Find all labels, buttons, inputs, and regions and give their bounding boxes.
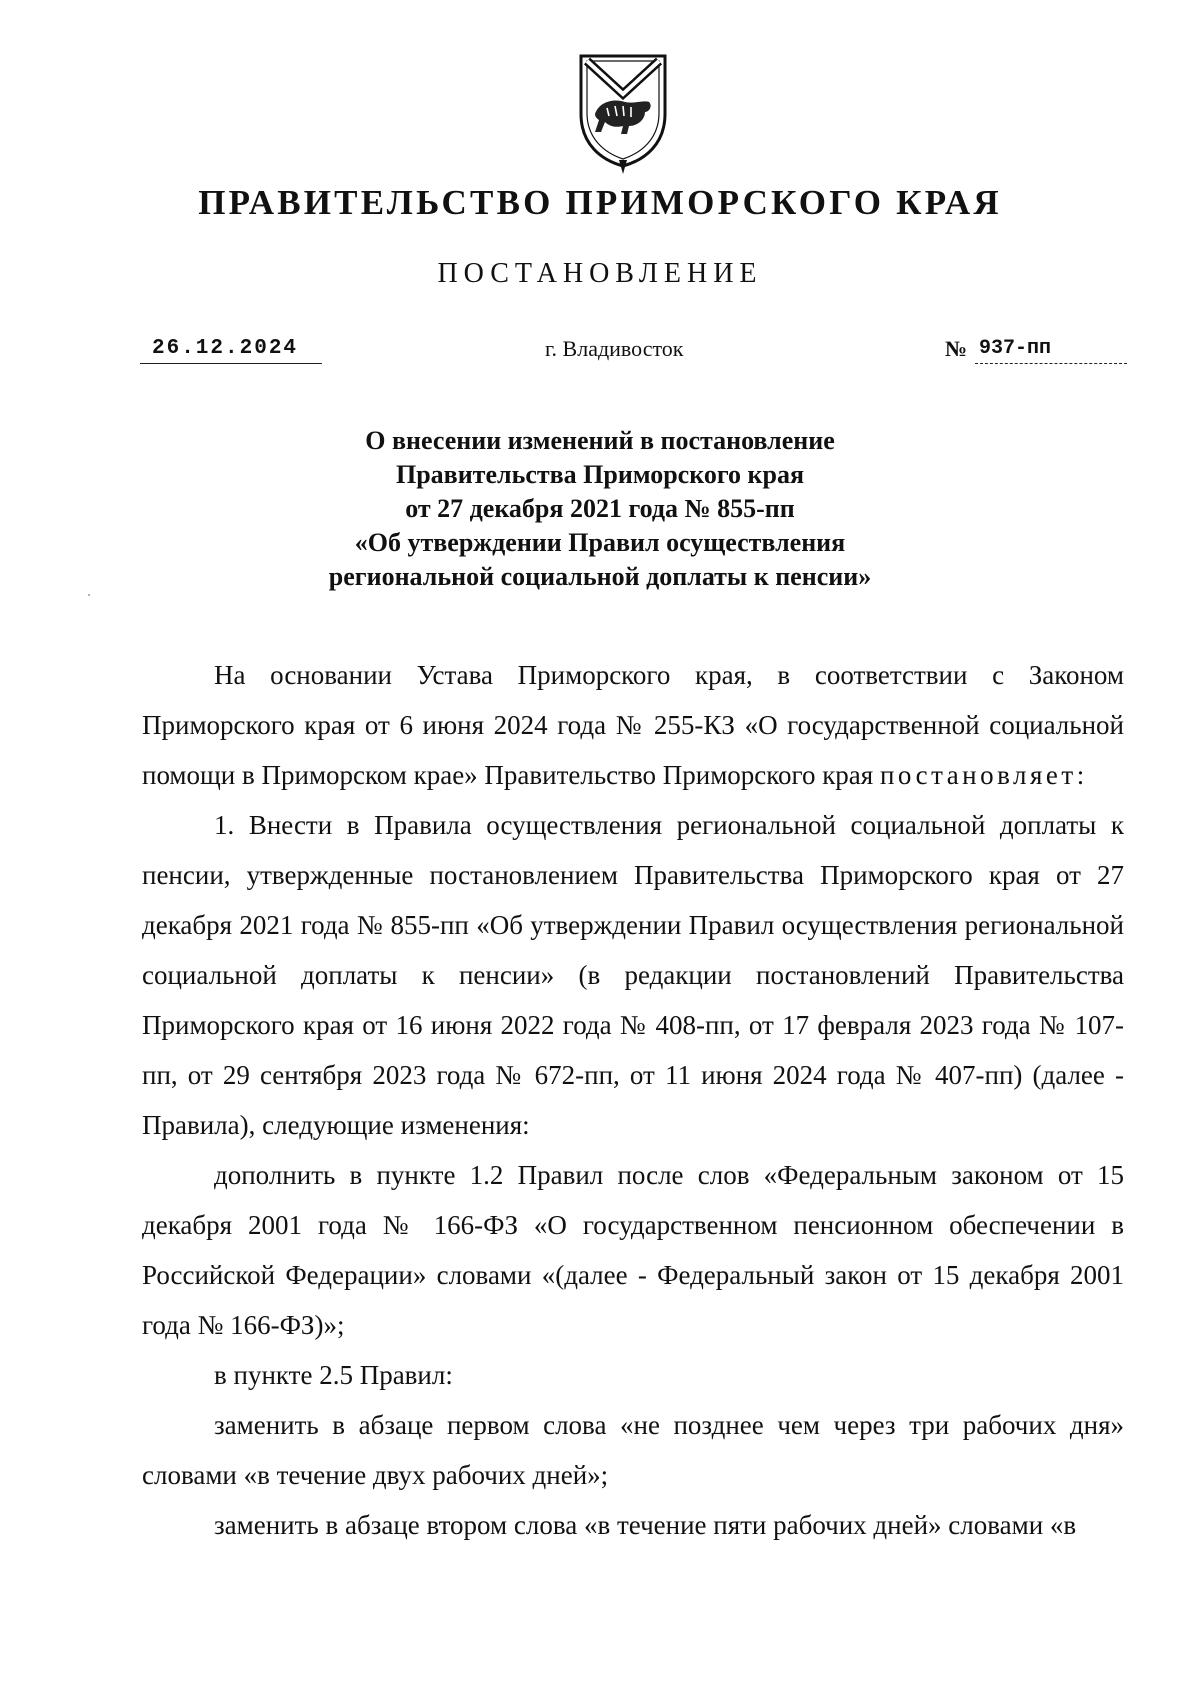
document-body bbox=[142, 650, 1124, 1550]
document-title bbox=[200, 424, 1000, 594]
document-number: 937-пп bbox=[975, 335, 1127, 364]
body-paragraph: заменить в абзаце втором слова «в течение пяти рабочих дней» словами «в bbox=[214, 1510, 1077, 1540]
title-line: региональной социальной доплаты к пенсии» bbox=[328, 562, 872, 591]
body-paragraph: 1. Внести в Правила осуществления региональной социальной доплаты к пенсии, утвержденные постановлением Правительства Приморского края от 27 декабря 2021 года № 855-пп «Об утверждении Правил осуществления региональной социальной доплаты к пенсии» (в редакции постановлений Правительства Приморского края от 16 июня 2022 года № 408-пп, от 17 февраля 2023 года № 107-пп, от 29 сентября 2023 года № 672-пп, от 11 июня 2024 года № 407-пп) (далее - Правила), следующие изменения: bbox=[142, 810, 1124, 1140]
document-meta bbox=[0, 335, 1200, 375]
body-paragraph: дополнить в пункте 1.2 Правил после слов «Федеральным законом от 15 декабря 2001 года № 166-ФЗ «О государственном пенсионном обеспечении в Российской Федерации» словами «(далее - Федеральный закон от 15 декабря 2001 года № 166-ФЗ)»; bbox=[142, 1160, 1124, 1340]
scan-speck bbox=[88, 594, 90, 596]
body-paragraph: в пункте 2.5 Правил: bbox=[214, 1360, 453, 1390]
title-line: от 27 декабря 2021 года № 855-пп bbox=[405, 494, 795, 523]
title-line: «Об утверждении Правил осуществления bbox=[354, 528, 846, 557]
organization-name: ПРАВИТЕЛЬСТВО ПРИМОРСКОГО КРАЯ bbox=[198, 183, 1002, 222]
preamble-text: На основании Устава Приморского края, в соответствии с Законом Приморского края от 6 июня 2024 года № 255-КЗ «О государственной социальной помощи в Приморском крае» Правительство Приморского края bbox=[142, 660, 1124, 790]
number-sign: № bbox=[945, 336, 968, 361]
document-type: ПОСТАНОВЛЕНИЕ bbox=[437, 258, 763, 289]
preamble-paragraph bbox=[142, 650, 1124, 800]
body-paragraph: заменить в абзаце первом слова «не позднее чем через три рабочих дня» словами «в течение двух рабочих дней»; bbox=[142, 1410, 1124, 1490]
resolves-word: постановляет: bbox=[879, 760, 1088, 790]
title-line: О внесении изменений в постановление bbox=[365, 426, 835, 455]
title-line: Правительства Приморского края bbox=[395, 460, 805, 489]
document-city: г. Владивосток bbox=[545, 336, 684, 361]
coat-of-arms-emblem bbox=[573, 50, 673, 175]
document-date: 26.12.2024 bbox=[140, 335, 322, 364]
